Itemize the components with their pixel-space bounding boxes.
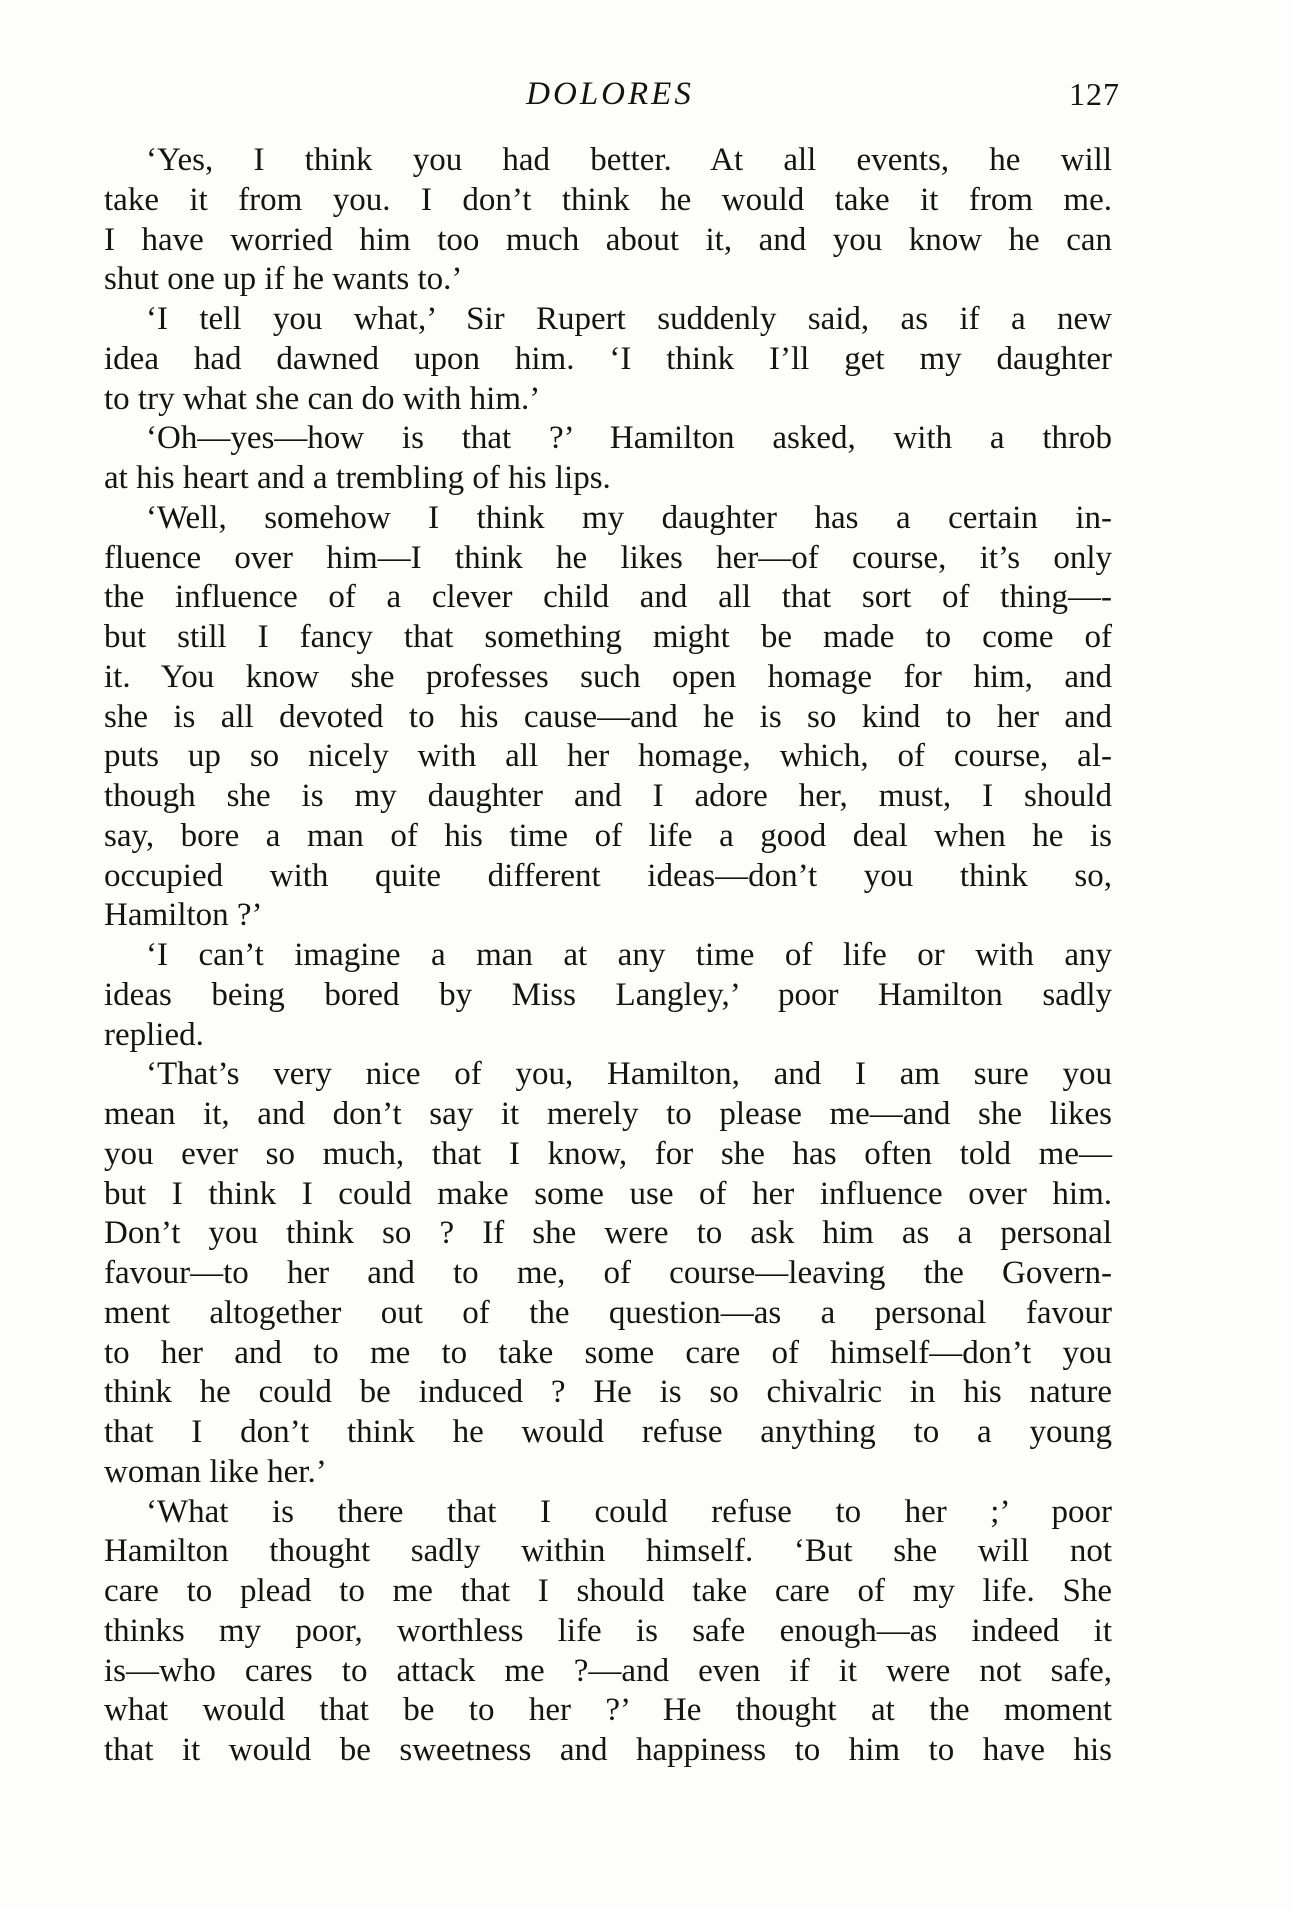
text-line: at his heart and a trembling of his lips. bbox=[104, 460, 611, 496]
text-line: it. You know she professes such open homage for him, and bbox=[104, 658, 1112, 695]
text-line: you ever so much, that I know, for she has often told me— bbox=[104, 1135, 1112, 1172]
text-line: to her and to me to take some care of himself—don’t you bbox=[104, 1334, 1112, 1371]
text-line: ‘Oh—yes—how is that ?’ Hamilton asked, with a throb bbox=[146, 420, 1112, 457]
text-line: mean it, and don’t say it merely to please me—and she likes bbox=[104, 1096, 1112, 1132]
text-line: Hamilton ?’ bbox=[104, 897, 263, 934]
text-line: say, bore a man of his time of life a good deal when he is bbox=[104, 817, 1112, 854]
body-text bbox=[104, 141, 1112, 1771]
text-line: ‘I tell you what,’ Sir Rupert suddenly said, as if a new bbox=[146, 301, 1112, 337]
text-line: occupied with quite different ideas—don’t you think so, bbox=[104, 857, 1112, 894]
text-line: that it would be sweetness and happiness to him to have his bbox=[104, 1732, 1112, 1768]
text-line: shut one up if he wants to.’ bbox=[104, 261, 463, 298]
text-line: ment altogether out of the question—as a personal favour bbox=[104, 1294, 1112, 1331]
text-line: fluence over him—I think he likes her—of course, it’s only bbox=[104, 539, 1112, 576]
text-line: to try what she can do with him.’ bbox=[104, 380, 541, 417]
text-line: though she is my daughter and I adore her, must, I should bbox=[104, 778, 1112, 814]
text-line: think he could be induced ? He is so chivalric in his nature bbox=[104, 1374, 1112, 1411]
text-line: puts up so nicely with all her homage, which, of course, al- bbox=[104, 738, 1112, 775]
running-title: DOLORES bbox=[526, 76, 694, 112]
page-number: 127 bbox=[1069, 76, 1120, 112]
text-line: what would that be to her ?’ He thought at the moment bbox=[104, 1692, 1112, 1729]
text-line: ‘Yes, I think you had better. At all events, he will bbox=[146, 142, 1112, 178]
text-line: favour—to her and to me, of course—leaving the Govern- bbox=[104, 1255, 1112, 1291]
text-line: she is all devoted to his cause—and he is so kind to her and bbox=[104, 698, 1112, 735]
text-line: replied. bbox=[104, 1016, 204, 1053]
text-line: take it from you. I don’t think he would take it from me. bbox=[104, 181, 1112, 218]
text-line: but I think I could make some use of her influence over him. bbox=[104, 1175, 1112, 1212]
text-line: thinks my poor, worthless life is safe enough—as indeed it bbox=[104, 1612, 1112, 1649]
text-line: ‘Well, somehow I think my daughter has a certain in- bbox=[146, 499, 1112, 536]
text-line: care to plead to me that I should take care of my life. She bbox=[104, 1573, 1112, 1609]
text-line: idea had dawned upon him. ‘I think I’ll get my daughter bbox=[104, 340, 1112, 377]
text-line: the influence of a clever child and all that sort of thing—- bbox=[104, 579, 1112, 616]
text-line: is—who cares to attack me ?—and even if it were not safe, bbox=[104, 1652, 1112, 1689]
text-line: ‘What is there that I could refuse to her ;’ poor bbox=[146, 1493, 1112, 1530]
text-line: but still I fancy that something might be made to come of bbox=[104, 619, 1112, 655]
text-line: that I don’t think he would refuse anything to a young bbox=[104, 1414, 1112, 1450]
running-head bbox=[100, 72, 1120, 116]
text-line: Don’t you think so ? If she were to ask him as a personal bbox=[104, 1215, 1112, 1252]
text-line: Hamilton thought sadly within himself. ‘But she will not bbox=[104, 1533, 1112, 1570]
text-line: ‘I can’t imagine a man at any time of life or with any bbox=[146, 937, 1112, 973]
text-line: ‘That’s very nice of you, Hamilton, and I am sure you bbox=[146, 1056, 1112, 1093]
text-line: ideas being bored by Miss Langley,’ poor Hamilton sadly bbox=[104, 976, 1112, 1013]
text-line: woman like her.’ bbox=[104, 1453, 327, 1490]
text-line: I have worried him too much about it, and you know he can bbox=[104, 221, 1112, 258]
